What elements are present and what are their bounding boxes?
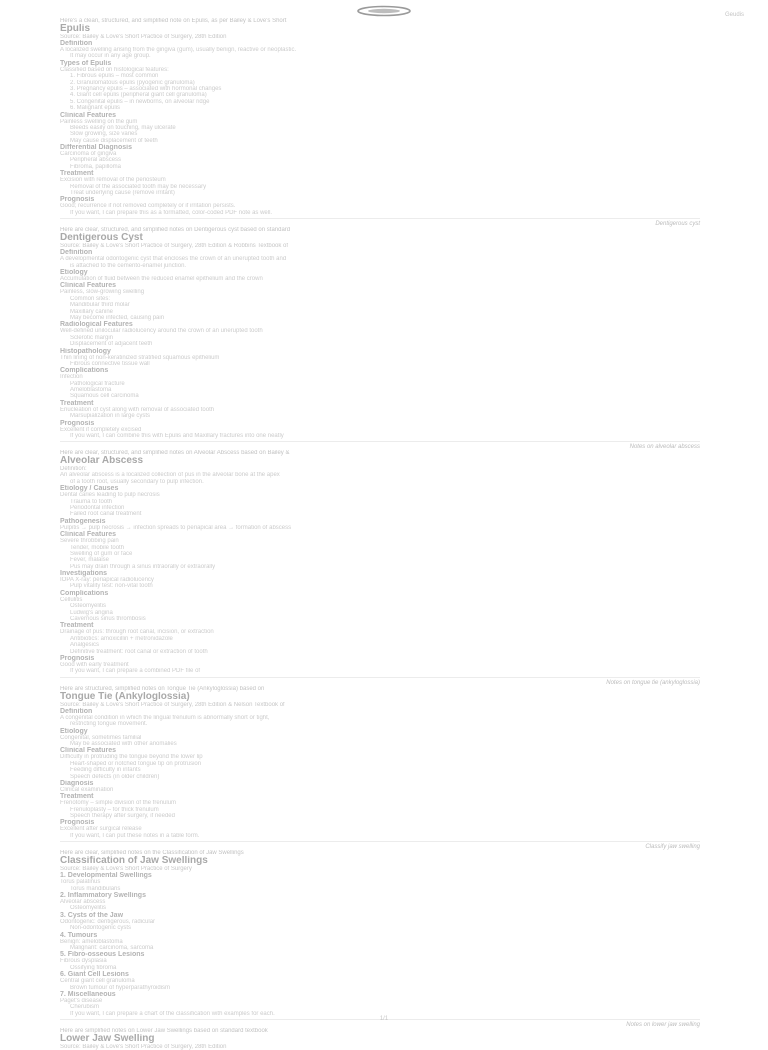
section-tag: Classify jaw swelling	[645, 844, 700, 851]
note-line: Drainage of pus: through root canal, incision, or extraction	[60, 629, 214, 636]
note-line: If you want, I can prepare a chart of the classification with examples for each.	[70, 1010, 275, 1017]
note-line: Ludwig's angina	[70, 609, 113, 616]
subheading: Prognosis	[60, 419, 95, 427]
subheading: Types of Epulis	[60, 59, 112, 67]
section-heading: Epulis	[60, 24, 91, 34]
note-line: Trauma to tooth	[70, 498, 113, 505]
notes-content	[60, 18, 700, 1050]
note-section	[60, 18, 700, 216]
subheading: Definition	[60, 40, 93, 47]
note-line: 2. Granulomatous epulis (pyogenic granuloma)	[70, 79, 195, 86]
note-line: Frenuloplasty – for thick frenulum	[70, 806, 159, 813]
note-line: Frenotomy – simple division of the frenulum	[60, 800, 177, 807]
section-source: Source: Bailey & Love's Short Practice of Surgery	[60, 866, 192, 873]
section-tag: Notes on lower jaw swelling	[626, 1022, 700, 1029]
note-line: Torus mandibularis	[70, 885, 121, 892]
note-line: Fibrous dysplasia	[60, 958, 107, 965]
note-line: Pulpitis → pulp necrosis → infection spreads to periapical area → formation of abscess	[60, 524, 292, 531]
subheading: Clinical Features	[60, 282, 117, 290]
subheading: 6. Giant Cell Lesions	[60, 971, 129, 979]
note-line: Marsupialization in large cysts	[70, 413, 151, 420]
note-line: Painless, slow-growing swelling	[60, 289, 145, 296]
note-line: Malignant: carcinoma, sarcoma	[70, 944, 154, 951]
note-line: Ossifying fibroma	[70, 964, 117, 971]
app-logo-icon	[355, 4, 413, 16]
note-line: Congenital, sometimes familial	[60, 734, 142, 741]
page-number: 1/1	[379, 1016, 389, 1022]
note-line: Difficulty in protruding the tongue beyond the lower lip	[60, 754, 203, 761]
subheading: 4. Tumours	[60, 931, 98, 939]
subheading: Prognosis	[60, 819, 95, 827]
subheading: 5. Fibro-osseous Lesions	[60, 951, 145, 959]
section-source: Source: Bailey & Love's Short Practice of Surgery, 28th Edition & Nelson Textbook of	[60, 701, 285, 708]
note-line: Benign: ameloblastoma	[60, 938, 123, 945]
subheading: Pathogenesis	[60, 517, 106, 525]
note-line: Odontogenic: dentigerous, radicular	[60, 918, 156, 925]
note-line: Bleeds easily on touching, may ulcerate	[70, 124, 176, 131]
note-line: Common sites:	[70, 295, 111, 302]
subheading: Complications	[60, 589, 109, 597]
subheading: Etiology	[60, 268, 88, 276]
note-line: is attached to the cemento-enamel junction.	[70, 262, 187, 269]
note-line: Osteomyelitis	[70, 603, 107, 610]
subheading: Clinical Features	[60, 531, 117, 539]
section-intro: Here are clear, structured, and simplified notes on Alveolar Abscess based on Bailey &	[60, 450, 290, 457]
note-line: Fever, malaise	[70, 557, 110, 564]
note-line: May become infected, causing pain	[70, 314, 165, 321]
note-line: Swelling of gum or face	[70, 550, 133, 557]
note-line: Pulp vitality test: non-vital tooth	[70, 583, 153, 590]
subheading: Investigations	[60, 570, 108, 578]
note-line: Painless swelling on the gum	[60, 118, 138, 125]
note-line: Speech therapy after surgery, if needed	[70, 813, 175, 820]
note-line: Periodontal infection	[70, 504, 125, 511]
subheading: 3. Cysts of the Jaw	[60, 911, 124, 919]
note-line: Displacement of adjacent teeth	[70, 341, 153, 348]
note-section	[60, 218, 700, 439]
subheading: Definition	[60, 707, 93, 715]
subheading: Complications	[60, 367, 109, 375]
section-heading: Lower Jaw Swelling	[60, 1034, 155, 1045]
note-line: If you want, I can combine this with Epulis and Maxillary fractures into one neatly	[70, 433, 284, 440]
note-line: Sclerotic margin	[70, 334, 114, 341]
note-line: 4. Giant cell epulis (peripheral giant cell granuloma)	[70, 92, 207, 99]
subheading: Etiology	[60, 727, 88, 735]
note-line: Osteomyelitis	[70, 905, 107, 912]
note-line: Maxillary canine	[70, 308, 114, 315]
section-intro: Here are simplified notes on Lower Jaw Swellings based on standard textbook	[60, 1028, 268, 1035]
section-intro: Here are structured, simplified notes on Tongue Tie (Ankyloglossia) based on	[60, 685, 265, 692]
note-line: Torus palatinus	[60, 879, 101, 886]
note-line: Mandibular third molar	[70, 302, 130, 309]
note-line: Pathological fracture	[70, 380, 125, 387]
subheading: Histopathology	[60, 347, 111, 355]
note-line: A localized swelling arising from the gingiva (gum), usually benign, reactive or neoplastic.	[60, 47, 297, 53]
note-line: May cause displacement of teeth	[70, 137, 158, 144]
section-tag: Notes on alveolar abscess	[629, 444, 700, 451]
note-line: It may occur in any age group.	[70, 53, 151, 60]
subheading: Treatment	[60, 793, 94, 801]
note-line: Excellent after surgical release	[60, 826, 142, 833]
note-line: of a tooth root, usually secondary to pulp infection.	[70, 478, 204, 485]
top-right-label: Geudis	[724, 12, 744, 18]
note-line: 5. Congenital epulis – in newborns, on alveolar ridge	[70, 98, 210, 105]
note-line: Ameloblastoma	[70, 387, 112, 394]
section-source: Source: Bailey & Love's Short Practice of Surgery, 28th Edition	[60, 34, 227, 40]
note-line: If you want, I can prepare this as a formatted, color-coded PDF note as well.	[70, 209, 273, 216]
subheading: Diagnosis	[60, 779, 94, 787]
section-heading: Classification of Jaw Swellings	[60, 856, 208, 867]
note-line: Brown tumour of hyperparathyroidism	[70, 984, 171, 991]
subheading: Differential Diagnosis	[60, 144, 132, 152]
note-line: 1. Fibrous epulis – most common	[70, 73, 159, 80]
note-line: Slow growing, size varies	[70, 131, 138, 138]
subheading: Radiological Features	[60, 321, 133, 329]
note-line: Good with early treatment	[60, 662, 129, 668]
note-section	[60, 441, 700, 674]
note-line: Dental caries leading to pulp necrosis	[60, 492, 160, 499]
note-line: An alveolar abscess is a localized collection of pus in the alveolar bone at the apex	[60, 472, 280, 479]
section-heading: Tongue Tie (Ankyloglossia)	[60, 691, 190, 702]
subheading: Treatment	[60, 622, 94, 630]
section-source: Source: Bailey & Love's Short Practice of Surgery, 28th Edition & Robbins Textbook of	[60, 243, 289, 250]
note-line: Thin lining of non-keratinized stratified squamous epithelium	[60, 354, 220, 361]
note-line: A developmental odontogenic cyst that encloses the crown of an unerupted tooth and	[60, 256, 287, 263]
note-line: 6. Malignant epulis	[70, 105, 121, 112]
note-line: Clinical examination	[60, 786, 114, 793]
note-line: 3. Pregnancy epulis – associated with hormonal changes	[70, 85, 222, 92]
note-line: Treat underlying cause (remove irritant)	[70, 190, 175, 197]
note-line: Failed root canal treatment	[70, 511, 142, 518]
subheading: Clinical Features	[60, 111, 117, 119]
subheading: Prognosis	[60, 655, 95, 662]
note-line: May be associated with other anomalies	[70, 740, 177, 747]
note-section	[60, 677, 700, 839]
note-line: Pus may drain through a sinus intraorally or extraorally	[70, 563, 216, 570]
note-line: Fibroma, papilloma	[70, 163, 122, 170]
note-line: Analgesics	[70, 642, 100, 649]
section-source: Definition:	[60, 466, 87, 473]
section-intro: Here are clear, simplified notes on the Classification of Jaw Swellings	[60, 850, 244, 857]
note-line: If you want, I can prepare a combined PDF file of	[70, 668, 201, 675]
note-line: Cherubism	[70, 1004, 100, 1011]
subheading: 2. Inflammatory Swellings	[60, 892, 146, 900]
section-heading: Alveolar Abscess	[60, 456, 144, 467]
note-line: Non-odontogenic cysts	[70, 925, 132, 932]
note-line: Classified based on histological features:	[60, 66, 169, 73]
note-line: Excision with removal of the periosteum	[60, 177, 166, 184]
section-intro: Here's a clean, structured, and simplified note on Epulis, as per Bailey & Love's Short	[60, 18, 287, 24]
note-line: Cavernous sinus thrombosis	[70, 616, 146, 623]
section-heading: Dentigerous Cyst	[60, 233, 143, 244]
note-line: Accumulation of fluid between the reduced enamel epithelium and the crown	[60, 275, 263, 282]
subheading: Prognosis	[60, 196, 95, 204]
subheading: Clinical Features	[60, 747, 117, 755]
note-line: Squamous cell carcinoma	[70, 393, 139, 400]
note-line: Speech defects (in older children)	[70, 773, 160, 780]
note-line: Heart-shaped or notched tongue tip on protrusion	[70, 760, 202, 767]
note-line: Well-defined unilocular radiolucency around the crown of an unerupted tooth	[60, 328, 263, 335]
note-line: Paget's disease	[60, 997, 103, 1004]
note-line: Tender, mobile tooth	[70, 544, 125, 551]
section-intro: Here are clear, structured, and simplified notes on Dentigerous cyst based on standard	[60, 227, 291, 234]
note-line: If you want, I can put these notes in a table form.	[70, 832, 200, 839]
note-line: Removal of the associated tooth may be necessary	[70, 183, 207, 190]
subheading: Treatment	[60, 399, 94, 407]
subheading: 7. Miscellaneous	[60, 990, 116, 998]
note-line: Peripheral abscess	[70, 157, 122, 164]
subheading: Definition	[60, 249, 93, 257]
note-line: Feeding difficulty in infants	[70, 767, 141, 774]
note-line: Infection	[60, 374, 83, 381]
note-line: Good; recurrence if not removed completely or if irritation persists.	[60, 203, 236, 210]
note-line: Carcinoma of gingiva	[60, 151, 117, 158]
note-line: IOPA X-ray: periapical radiolucency	[60, 577, 154, 584]
section-source: Source: Bailey & Love's Short Practice of Surgery, 28th Edition	[60, 1044, 227, 1050]
note-line: Central giant cell granuloma	[60, 978, 135, 985]
note-line: Cellulitis	[60, 596, 83, 603]
note-line: Enucleation of cyst along with removal of associated tooth	[60, 406, 215, 413]
note-line: Excellent if completely excised	[60, 426, 142, 433]
note-line: restricting tongue movement.	[70, 721, 148, 728]
subheading: 1. Developmental Swellings	[60, 872, 152, 880]
note-line: Definitive treatment: root canal or extraction of tooth	[70, 648, 208, 655]
subheading: Etiology / Causes	[60, 485, 119, 493]
section-tag: Dentigerous cyst	[655, 221, 700, 228]
note-line: Fibrous connective tissue wall	[70, 360, 150, 367]
note-line: Severe throbbing pain	[60, 538, 119, 545]
section-tag: Notes on tongue tie (ankyloglossia)	[606, 679, 700, 686]
note-line: Alveolar abscess	[60, 899, 106, 906]
note-section	[60, 841, 700, 1017]
note-line: A congenital condition in which the lingual frenulum is abnormally short or tight,	[60, 714, 270, 721]
note-line: Antibiotics: amoxicillin + metronidazole	[70, 635, 173, 642]
subheading: Treatment	[60, 170, 94, 178]
